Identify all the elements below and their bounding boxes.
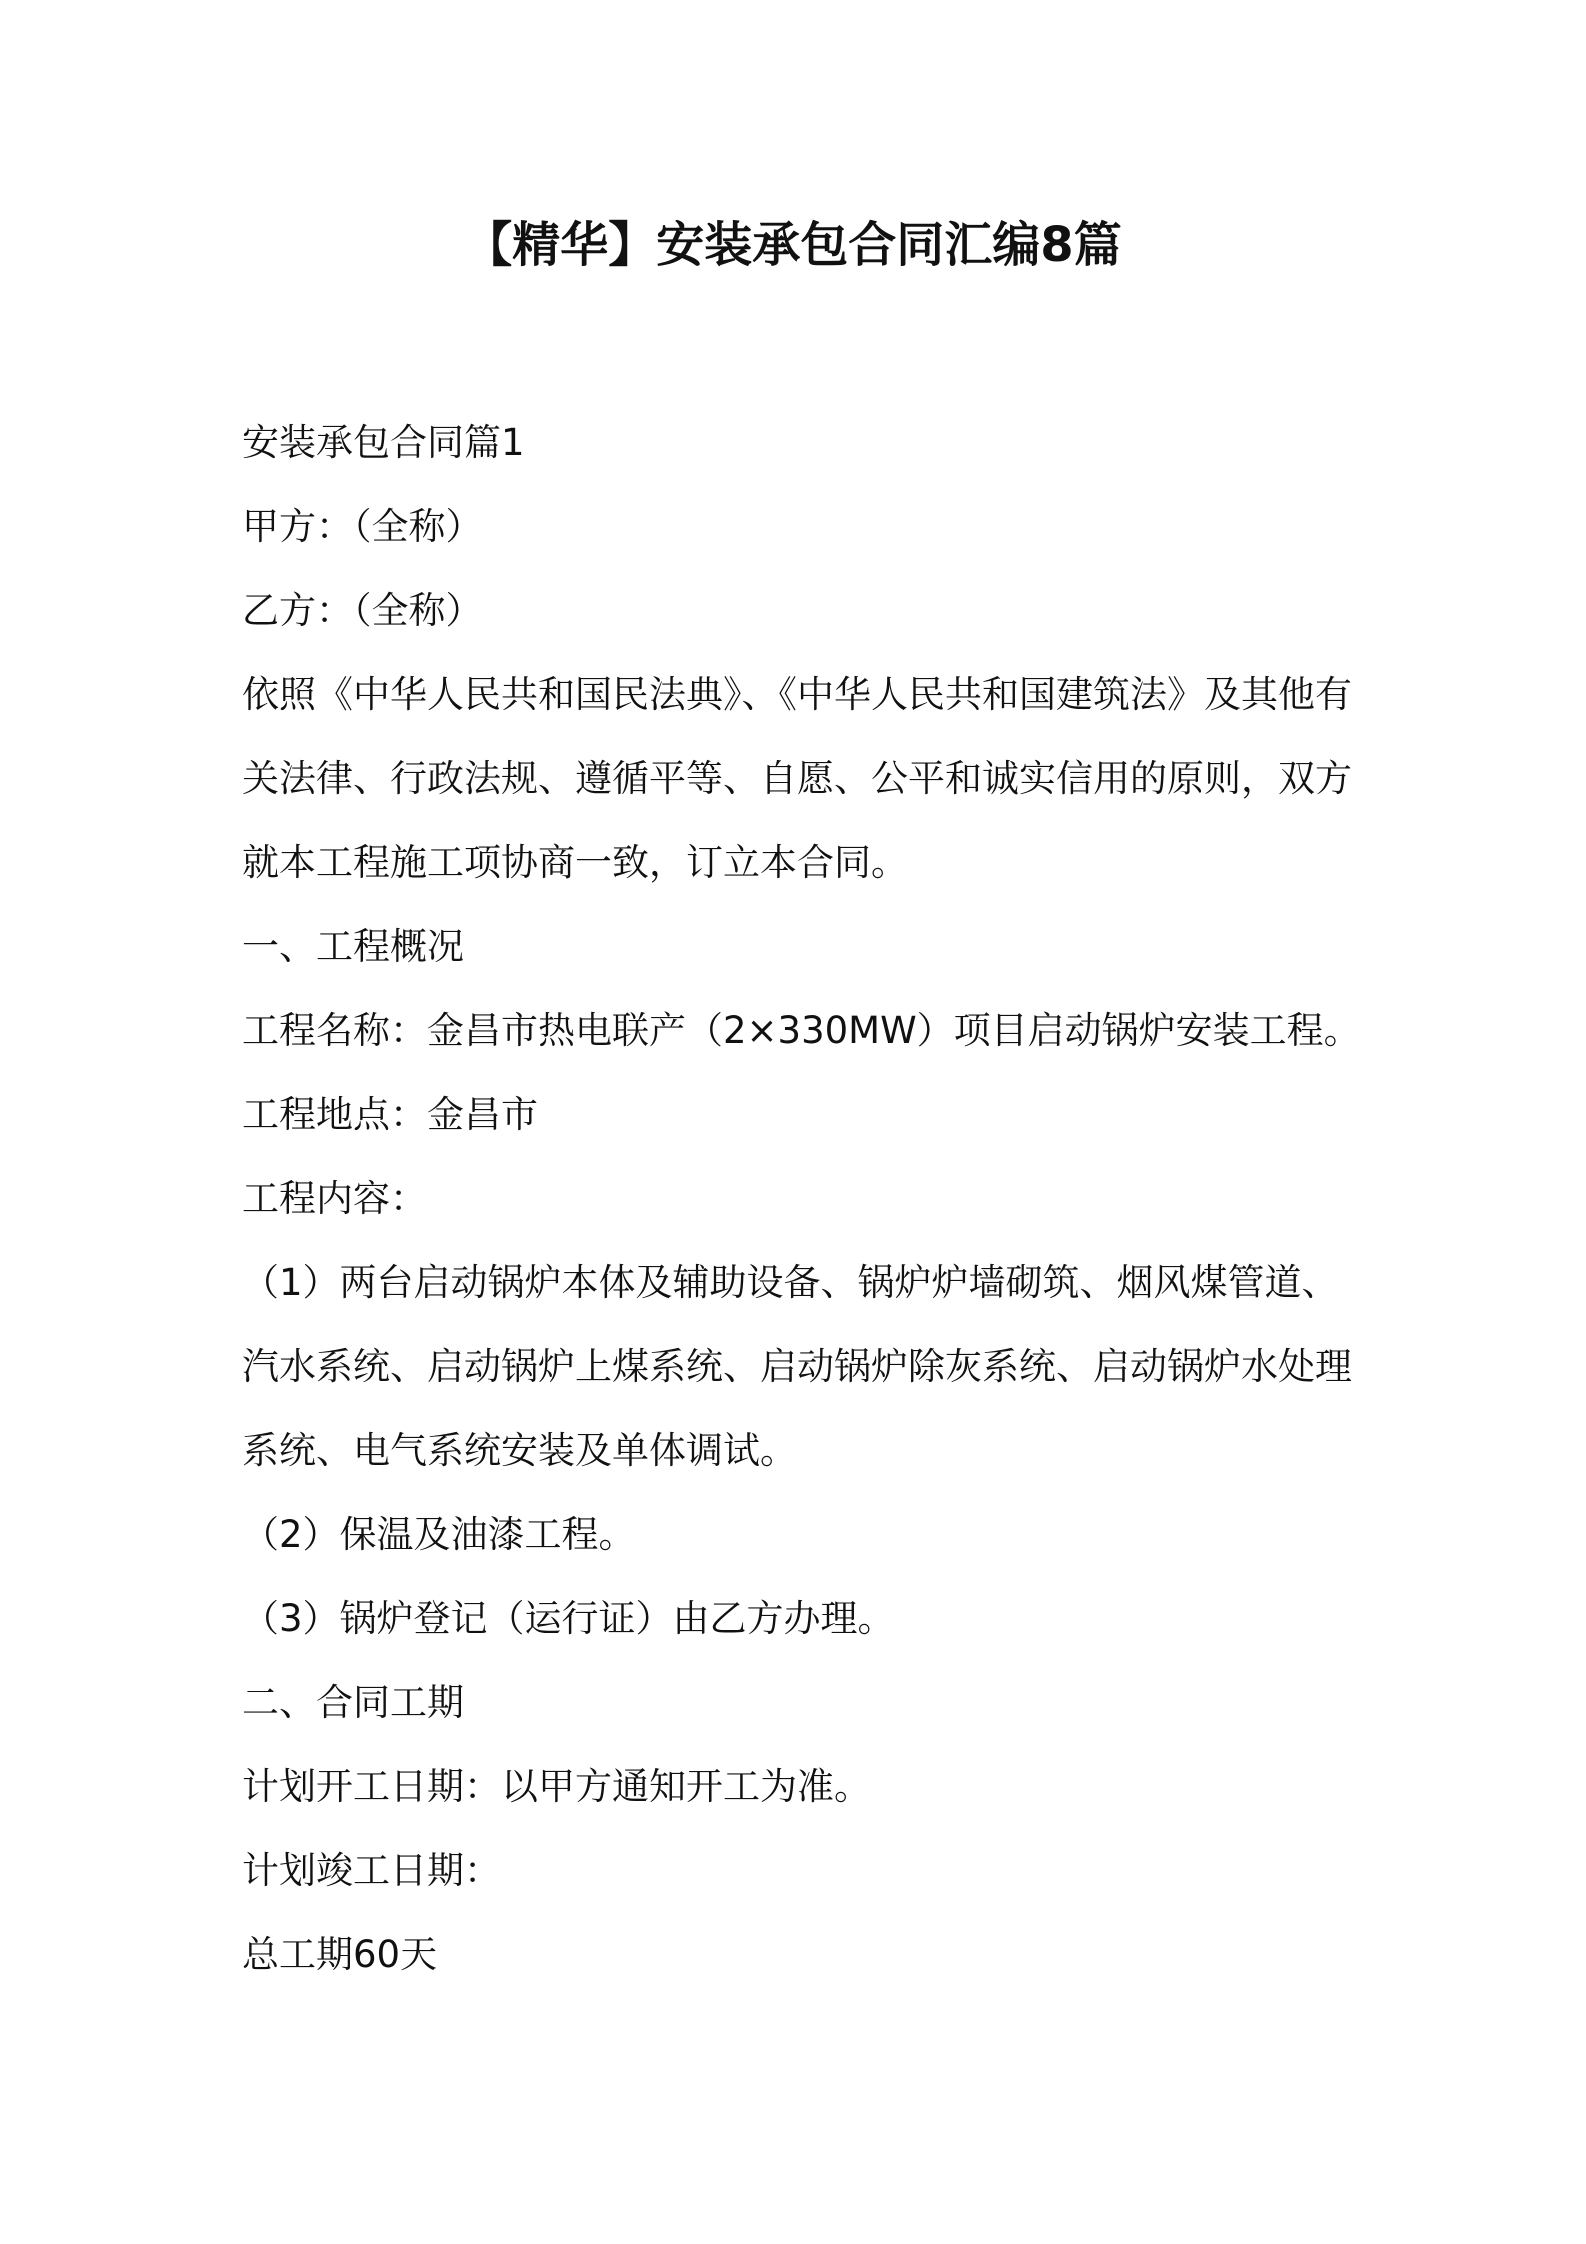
project-content-label: 工程内容： [242, 1177, 427, 1220]
document-body [242, 401, 1362, 1997]
intro-line-3: 就本工程施工项协商一致，订立本合同。 [242, 841, 908, 884]
content-item-1-line-3: 系统、电气系统安装及单体调试。 [242, 1429, 797, 1472]
heading-contract-period: 二、合同工期 [242, 1681, 464, 1724]
planned-start-date: 计划开工日期：以甲方通知开工为准。 [242, 1765, 871, 1808]
content-item-1-line-2: 汽水系统、启动锅炉上煤系统、启动锅炉除灰系统、启动锅炉水处理 [242, 1345, 1352, 1388]
party-b: 乙方：（全称） [242, 589, 483, 632]
content-item-1-line-1: （1）两台启动锅炉本体及辅助设备、锅炉炉墙砌筑、烟风煤管道、 [242, 1261, 1339, 1304]
total-duration: 总工期60天 [242, 1933, 438, 1976]
heading-project-overview: 一、工程概况 [242, 925, 464, 968]
content-item-3: （3）锅炉登记（运行证）由乙方办理。 [242, 1597, 895, 1640]
intro-line-1: 依照《中华人民共和国民法典》、《中华人民共和国建筑法》及其他有 [242, 673, 1352, 716]
document-title: 【精华】安装承包合同汇编8篇 [464, 217, 1122, 273]
intro-line-2: 关法律、行政法规、遵循平等、自愿、公平和诚实信用的原则，双方 [242, 757, 1352, 800]
planned-finish-date: 计划竣工日期： [242, 1849, 501, 1892]
project-location: 工程地点：金昌市 [242, 1093, 538, 1136]
project-name: 工程名称：金昌市热电联产（2×330MW）项目启动锅炉安装工程。 [242, 1009, 1361, 1052]
party-a: 甲方：（全称） [242, 505, 483, 548]
section-title: 安装承包合同篇1 [242, 421, 525, 464]
content-item-2: （2）保温及油漆工程。 [242, 1513, 636, 1556]
